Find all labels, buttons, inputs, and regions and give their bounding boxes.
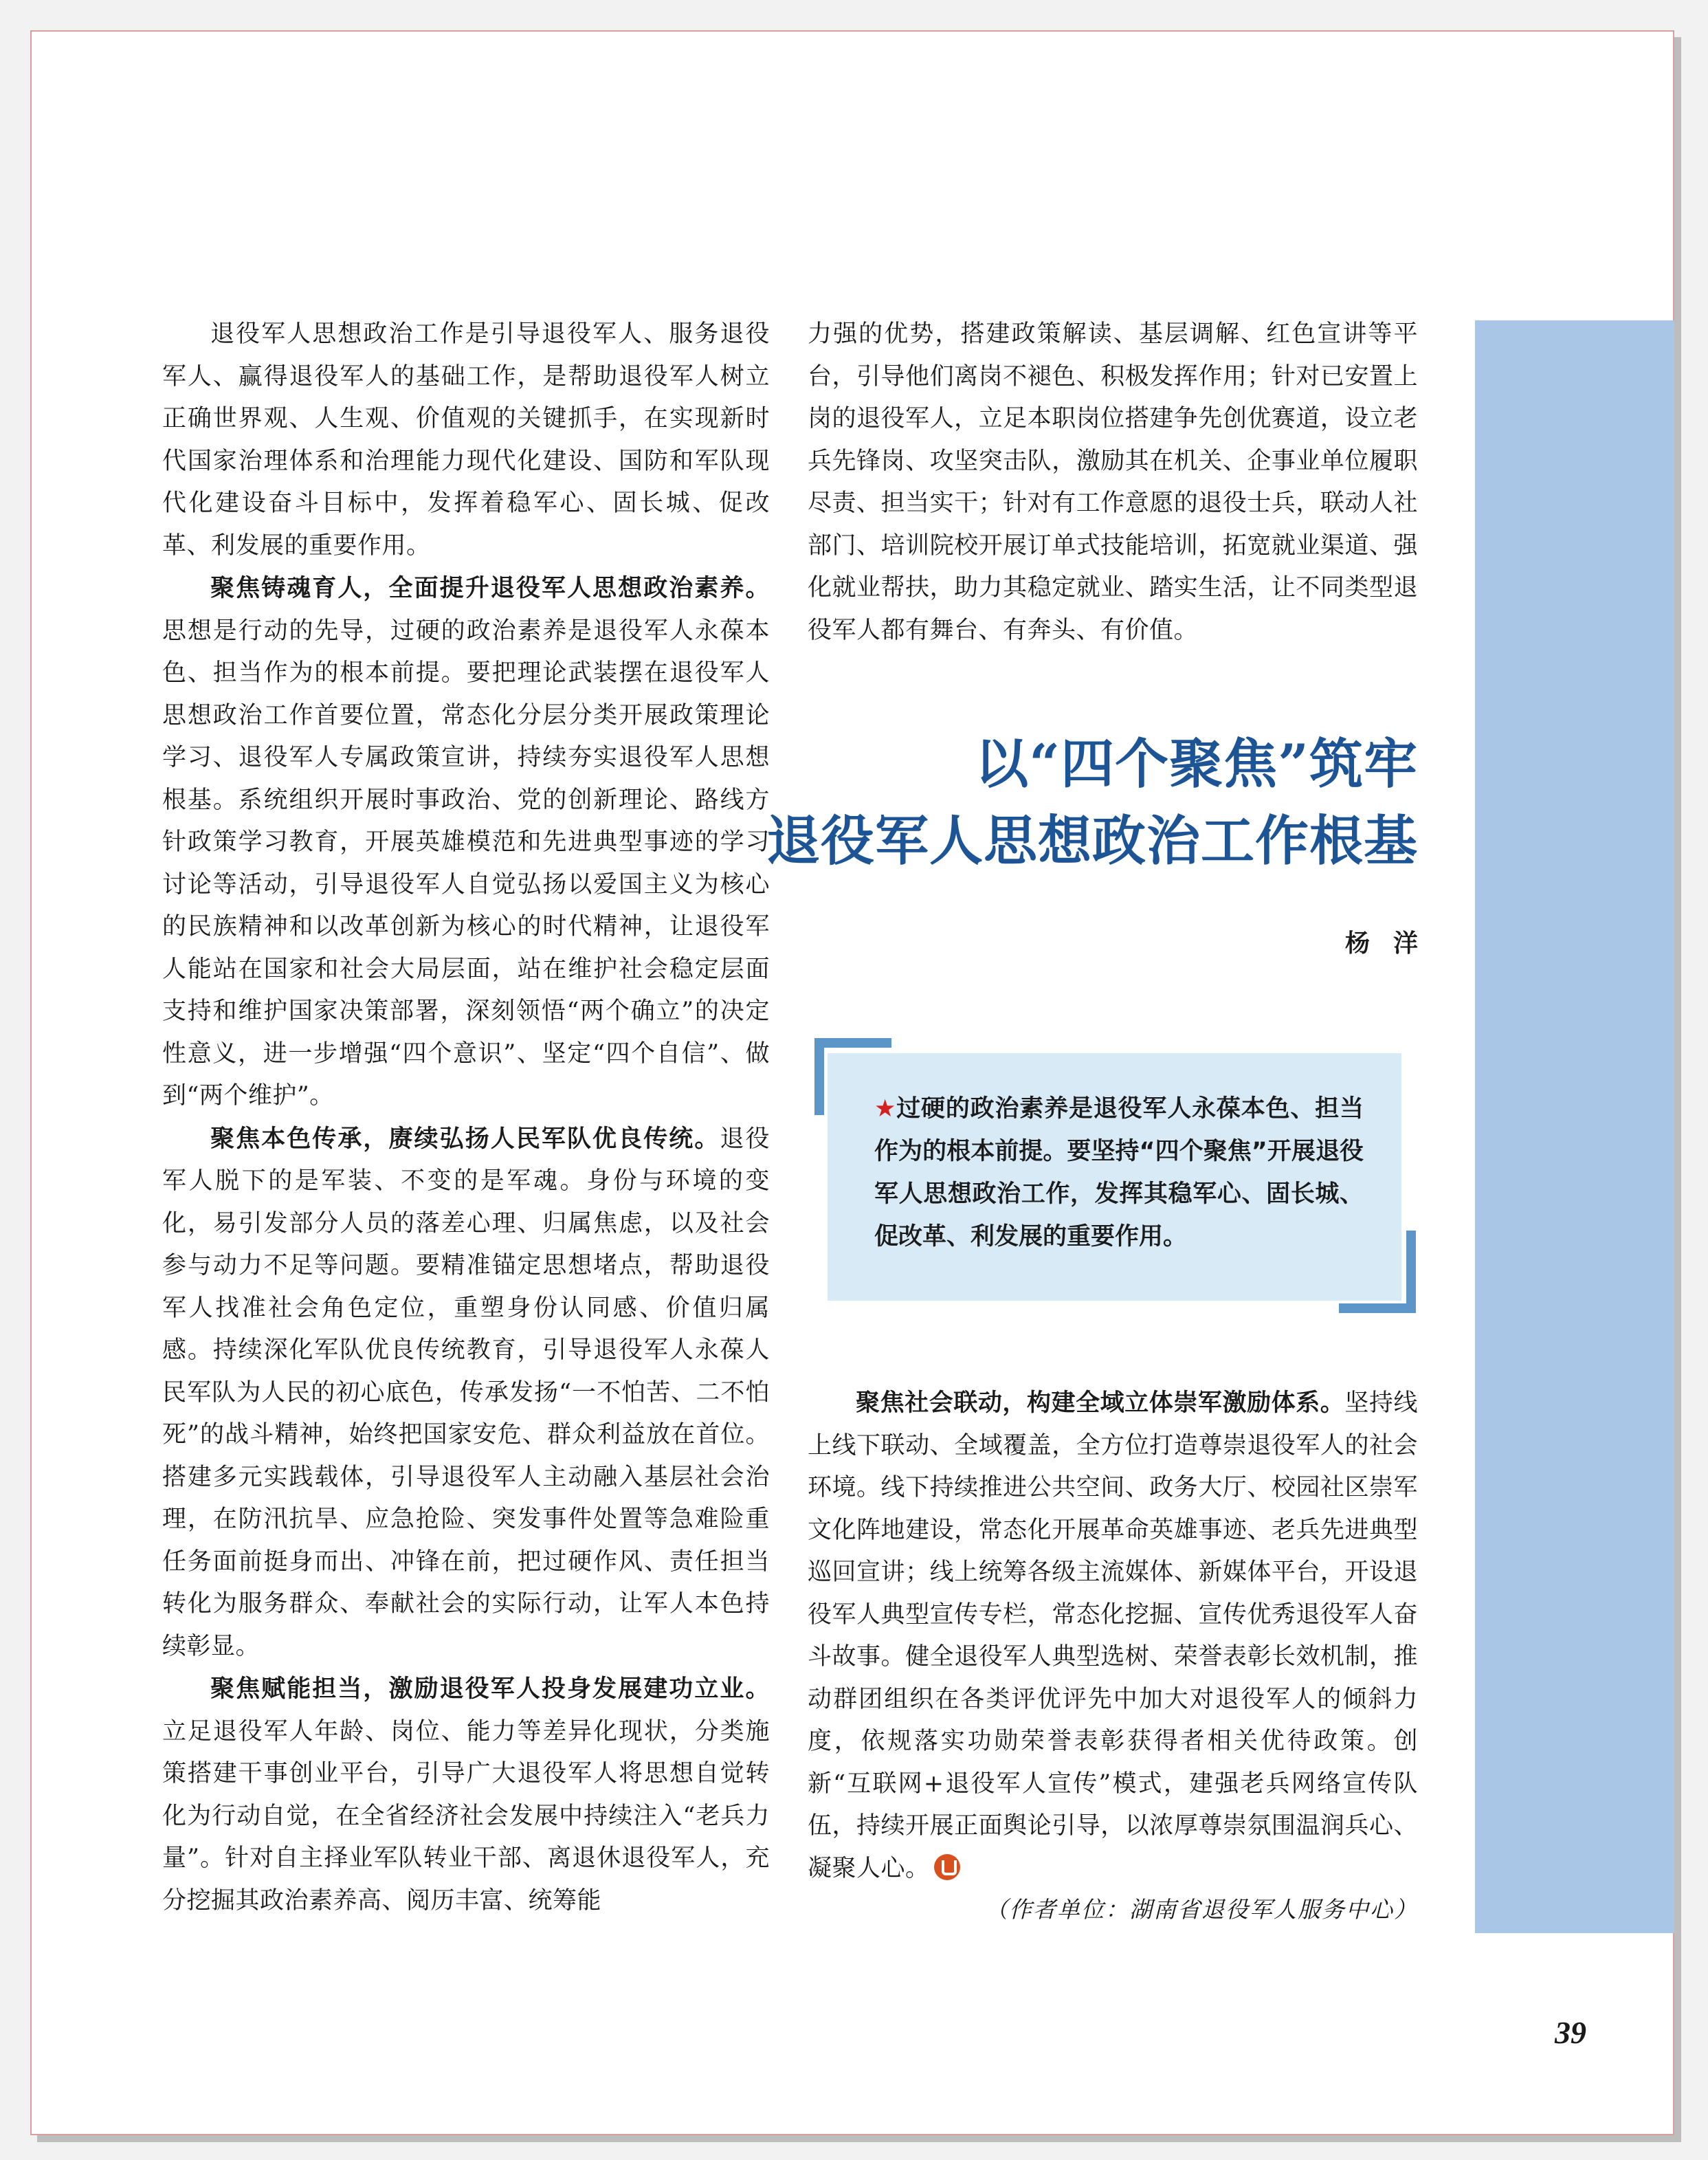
article-title (766, 726, 1418, 880)
section-1-body: 思想是行动的先导，过硬的政治素养是退役军人永葆本色、担当作为的根本前提。要把理论武装摆在退役军人思想政治工作首要位置，常态化分层分类开展政策理论学习、退役军人专属政策宣讲，持续夯实退役军人思想根基。系统组织开展时事政治、党的创新理论、路线方针政策学习教育，开展英雄模范和先进典型事迹的学习讨论等活动，引导退役军人自觉弘扬以爱国主义为核心的民族精神和以改革创新为核心的时代精神，让退役军人能站在国家和社会大局层面，站在维护社会稳定层面支持和维护国家决策部署，深刻领悟“两个确立”的决定性意义，进一步增强“四个意识”、坚定“四个自信”、做到“两个维护”。 (162, 617, 770, 1110)
page-number: 39 (1555, 2015, 1586, 2050)
author-name: 杨洋 (1344, 929, 1441, 958)
section-4-heading: 聚焦社会联动，构建全域立体崇军激励体系。 (856, 1389, 1345, 1417)
title-line-1: 以“四个聚焦”筑牢 (975, 733, 1418, 795)
section-3-heading: 聚焦赋能担当，激励退役军人投身发展建功立业。 (210, 1675, 770, 1703)
star-icon: ★ (874, 1095, 897, 1123)
magazine-logo-icon (934, 1854, 960, 1880)
section-4-paragraph (808, 1382, 1418, 1890)
section-3-continued: 力强的优势，搭建政策解读、基层调解、红色宣讲等平台，引导他们离岗不褪色、积极发挥作用；针对已安置上岗的退役军人，立足本职岗位搭建争先创优赛道，设立老兵先锋岗、攻坚突击队，激励其在机关、企事业单位履职尽责、担当实干；针对有工作意愿的退役士兵，联动人社部门、培训院校开展订单式技能培训，拓宽就业渠道、强化就业帮扶，助力其稳定就业、踏实生活，让不同类型退役军人都有舞台、有奔头、有价值。 (808, 320, 1418, 644)
right-column-top (808, 313, 1418, 652)
pullquote (874, 1088, 1364, 1258)
section-4-body: 坚持线上线下联动、全域覆盖，全方位打造尊崇退役军人的社会环境。线下持续推进公共空间、政务大厅、校园社区崇军文化阵地建设，常态化开展革命英雄事迹、老兵先进典型巡回宣讲；线上统筹各级主流媒体、新媒体平台，开设退役军人典型宣传专栏，常态化挖掘、宣传优秀退役军人奋斗故事。健全退役军人典型选树、荣誉表彰长效机制，推动群团组织在各类评优评先中加大对退役军人的倾斜力度，依规落实功勋荣誉表彰获得者相关优待政策。创新“互联网+退役军人宣传”模式，建强老兵网络宣传队伍，持续开展正面舆论引导，以浓厚尊崇氛围温润兵心、凝聚人心。 (808, 1389, 1418, 1882)
section-3-paragraph (162, 1668, 770, 1922)
section-1-paragraph (162, 567, 770, 1118)
right-column-bottom (808, 1382, 1418, 1890)
title-line-2: 退役军人思想政治工作根基 (766, 810, 1418, 872)
decorative-side-bar (1475, 320, 1674, 1933)
pullquote-text: 过硬的政治素养是退役军人永葆本色、担当作为的根本前提。要坚持“四个聚焦”开展退役军人思想政治工作，发挥其稳军心、固长城、促改革、利发展的重要作用。 (874, 1095, 1364, 1250)
section-2-heading: 聚焦本色传承，赓续弘扬人民军队优良传统。 (210, 1124, 720, 1153)
section-3-body: 立足退役军人年龄、岗位、能力等差异化现状，分类施策搭建干事创业平台，引导广大退役军人将思想自觉转化为行动自觉，在全省经济社会发展中持续注入“老兵力量”。针对自主择业军队转业干部、离退休退役军人，充分挖掘其政治素养高、阅历丰富、统筹能 (162, 1717, 770, 1915)
section-1-heading: 聚焦铸魂育人，全面提升退役军人思想政治素养。 (210, 574, 770, 602)
section-2-body: 退役军人脱下的是军装、不变的是军魂。身份与环境的变化，易引发部分人员的落差心理、归属焦虑，以及社会参与动力不足等问题。要精准锚定思想堵点，帮助退役军人找准社会角色定位，重塑身份认同感、价值归属感。持续深化军队优良传统教育，引导退役军人永葆人民军队为人民的初心底色，传承发扬“一不怕苦、二不怕死”的战斗精神，始终把国家安危、群众利益放在首位。搭建多元实践载体，引导退役军人主动融入基层社会治理，在防汛抗旱、应急抢险、突发事件处置等急难险重任务面前挺身而出、冲锋在前，把过硬作风、责任担当转化为服务群众、奉献社会的实际行动，让军人本色持续彰显。 (162, 1125, 770, 1660)
author-unit-note: （作者单位：湖南省退役军人服务中心） (985, 1896, 1418, 1923)
intro-paragraph: 退役军人思想政治工作是引导退役军人、服务退役军人、赢得退役军人的基础工作，是帮助退役军人树立正确世界观、人生观、价值观的关键抓手，在实现新时代国家治理体系和治理能力现代化建设、国防和军队现代化建设奋斗目标中，发挥着稳军心、固长城、促改革、利发展的重要作用。 (162, 320, 770, 560)
left-column (162, 313, 770, 1922)
section-2-paragraph (162, 1118, 770, 1668)
